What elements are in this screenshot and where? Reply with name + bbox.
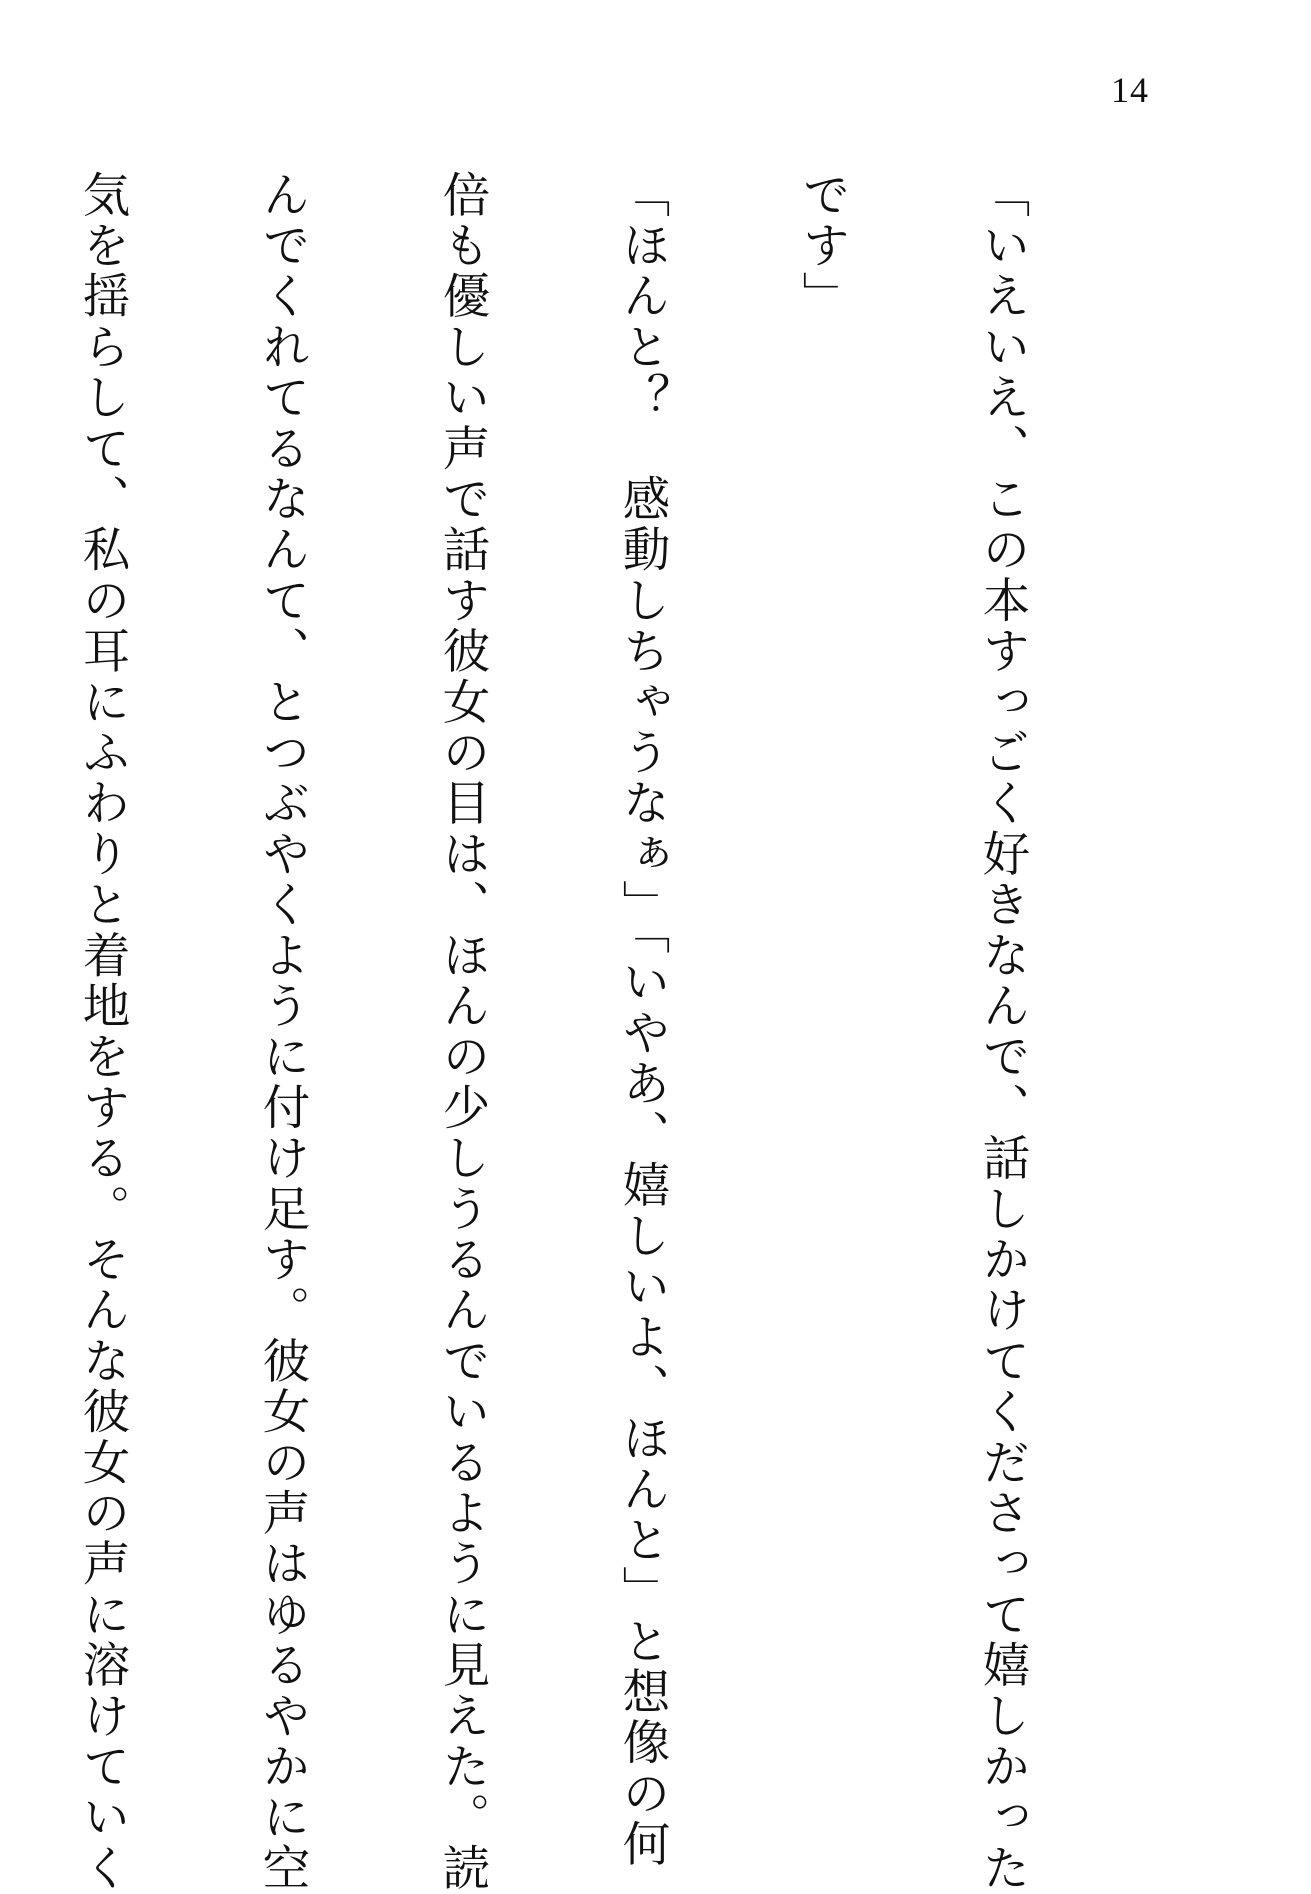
text-line: 「ほんと？ 感動しちゃうなぁ」「いやあ、嬉しいよ、ほんと」と想像の何 [614, 170, 669, 1871]
page-number: 14 [1111, 70, 1149, 110]
text-line: 気を揺らして、私の耳にふわりと着地をする。そんな彼女の声に溶けていく [74, 170, 129, 1894]
text-line: 「いえいえ、この本すっごく好きなんで、話しかけてくださって嬉しかった [974, 170, 1029, 1894]
text-line: んでくれてるなんて、とつぶやくように付け足す。彼女の声はゆるやかに空 [254, 170, 309, 1894]
text-line: 倍も優しい声で話す彼女の目は、ほんの少しうるんでいるように見えた。読 [434, 170, 489, 1894]
vertical-body-text [0, 170, 1151, 1894]
text-line: です」 [794, 170, 849, 323]
